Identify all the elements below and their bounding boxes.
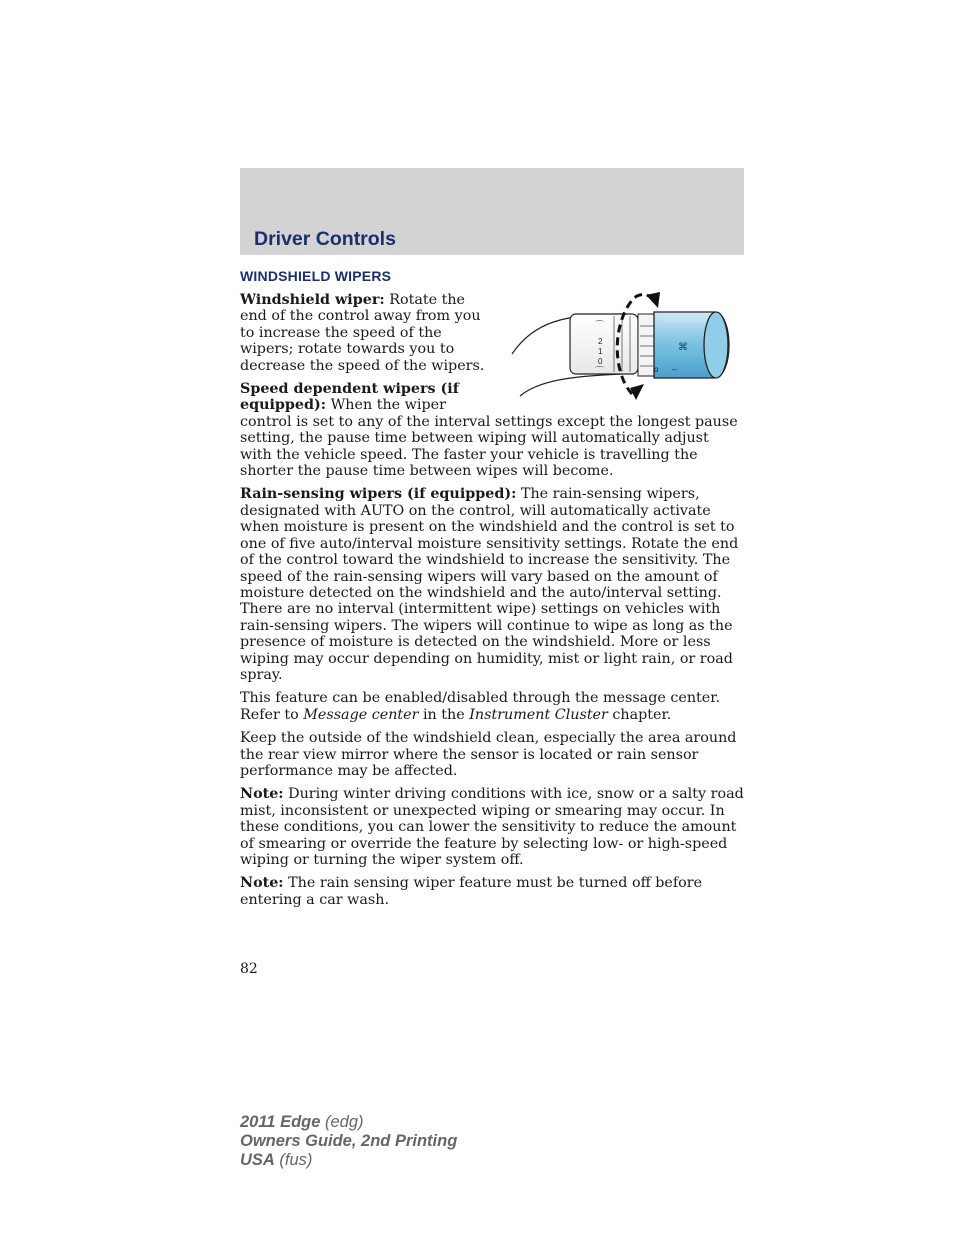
paragraph-label: Windshield wiper: [240,292,385,308]
collar-label-1: 1 [598,347,603,356]
reference-instrument-cluster: Instrument Cluster [469,706,608,723]
paragraph-label: Note: [240,875,284,892]
paragraph-note-winter: Note: During winter driving conditions with ice, snow or a salty road mist, inconsistent or unexpected wiping or smearing may occur. In these conditions, you can lower the sensitivity to reduce the amount of smearing or override the feature by selecting low- or high-speed wiping or turning the wiper system off. [240,786,744,868]
collar-label-2: 2 [598,337,603,346]
footer-line-1: 2011 Edge (edg) [240,1113,364,1131]
page-number: 82 [240,961,258,977]
footer [240,1113,457,1170]
header-band [240,168,744,255]
body-text [240,292,744,915]
wiper-control-illustration [494,292,744,402]
svg-text:⌒: ⌒ [595,366,605,376]
paragraph-message-center: This feature can be enabled/disabled through the message center. Refer to Message center in the Instrument Cluster chapter. [240,690,721,723]
collar-label-0: 0 [598,357,603,366]
reference-message-center: Message center [303,706,419,723]
paragraph-label: Note: [240,786,284,803]
paragraph-note-car-wash: Note: The rain sensing wiper feature must be turned off before entering a car wash. [240,875,703,908]
paragraph-speed-dependent: Speed dependent wipers (if equipped): When the wiper control is set to any of the interval settings except the longest pause setting, the pause time between wiping will automatically adjust with the vehicle speed. The faster your vehicle is travelling the shorter the pause time between wipes will become. [240,381,738,480]
paragraph-windshield-wiper: Windshield wiper: Rotate the end of the control away from you to increase the speed of the wipers; rotate towards you to decrease the speed of the wipers. [240,292,485,374]
svg-text:⌒: ⌒ [595,320,605,330]
knob-label-o: o [654,365,659,374]
paragraph-label: Speed dependent wipers (if equipped): [240,381,459,414]
page-title: Driver Controls [254,228,396,250]
footer-line-3: USA (fus) [240,1151,313,1169]
paragraph-rain-sensing: Rain-sensing wipers (if equipped): The rain-sensing wipers, designated with AUTO on the control, will automatically activate when moisture is present on the windshield and the control is set to one of five auto/interval moisture sensitivity settings. Rotate the end of the control toward the windshield to increase the sensitivity. The speed of the rain-sensing wipers will vary based on the amount of moisture detected on the windshield and the auto/interval setting. There are no interval (intermittent wipe) settings on vehicles with rain-sensing wipers. The wipers will continue to wipe as long as the presence of moisture is detected on the windshield. More or less wiping may occur depending on humidity, mist or light rain, or road spray. [240,486,739,683]
section-heading: WINDSHIELD WIPERS [240,268,392,284]
knob-label-dash: – [672,365,677,374]
paragraph-keep-clean: Keep the outside of the windshield clean, especially the area around the rear view mirror where the sensor is located or rain sensor performance may be affected. [240,730,737,779]
wiper-stalk-icon [494,292,744,402]
svg-text:⌘: ⌘ [678,342,688,353]
paragraph-label: Rain-sensing wipers (if equipped): [240,486,517,503]
footer-line-2: Owners Guide, 2nd Printing [240,1132,458,1150]
